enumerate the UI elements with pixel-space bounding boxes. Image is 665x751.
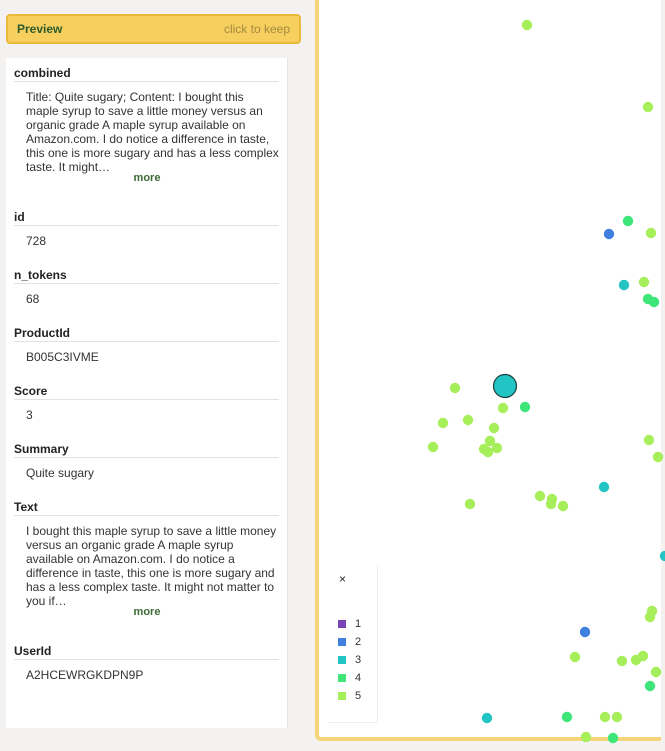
scatter-point[interactable] <box>570 652 580 662</box>
field-label: UserId <box>14 642 279 660</box>
field-label: Summary <box>14 440 279 458</box>
field-summary <box>14 440 279 480</box>
field-value: Quite sugary <box>26 466 95 480</box>
scatter-point[interactable] <box>483 447 493 457</box>
scatter-point[interactable] <box>498 403 508 413</box>
legend-label: 3 <box>355 654 362 666</box>
scatter-point[interactable] <box>619 280 629 290</box>
legend-swatch <box>338 620 346 628</box>
legend-entry-1[interactable] <box>338 617 361 631</box>
field-combined <box>14 64 279 174</box>
preview-bar[interactable] <box>6 14 301 44</box>
field-value: B005C3IVME <box>26 350 99 364</box>
legend-label: 5 <box>355 690 362 702</box>
scatter-point[interactable] <box>608 733 618 743</box>
scatter-point[interactable] <box>649 297 659 307</box>
scatter-point[interactable] <box>643 102 653 112</box>
field-value: 68 <box>26 292 40 306</box>
field-value: 728 <box>26 234 47 248</box>
field-value: Title: Quite sugary; Content: I bought this maple syrup to save a little money versus an organic grade A maple syrup available on Amazon.com. I do notice a difference in taste, this one is more sugary and has a less complex taste. It might… <box>26 90 279 174</box>
legend <box>329 566 378 723</box>
legend-label: 4 <box>355 672 362 684</box>
scatter-point[interactable] <box>660 551 665 561</box>
scatter-point[interactable] <box>482 713 492 723</box>
field-value: A2HCEWRGKDPN9P <box>26 668 144 682</box>
scatter-point[interactable] <box>558 501 568 511</box>
record-details-panel <box>6 58 288 728</box>
legend-swatch <box>338 638 346 646</box>
scatter-point[interactable] <box>604 229 614 239</box>
scatter-point[interactable] <box>580 627 590 637</box>
field-label: combined <box>14 64 279 82</box>
legend-entry-4[interactable] <box>338 671 361 685</box>
field-label: n_tokens <box>14 266 279 284</box>
legend-entry-2[interactable] <box>338 635 361 649</box>
field-n-tokens <box>14 266 279 306</box>
field-value: I bought this maple syrup to save a little money versus an organic grade A maple syrup available on Amazon.com. I do notice a difference in taste, this one is more sugary and has a less complex taste. It might not matter to you if… <box>26 524 277 608</box>
scatter-point[interactable] <box>428 442 438 452</box>
scatter-point[interactable] <box>492 443 502 453</box>
field-label: Score <box>14 382 279 400</box>
field-productid <box>14 324 279 364</box>
text-more-button[interactable]: more <box>133 606 161 618</box>
field-label: ProductId <box>14 324 279 342</box>
click-to-keep-hint[interactable]: click to keep <box>223 22 290 36</box>
field-label: Text <box>14 498 279 516</box>
scatter-point[interactable] <box>438 418 448 428</box>
scatter-point[interactable] <box>617 656 627 666</box>
scatter-point[interactable] <box>651 667 661 677</box>
scatter-point[interactable] <box>653 452 663 462</box>
legend-swatch <box>338 656 346 664</box>
scatter-point[interactable] <box>562 712 572 722</box>
scatter-point[interactable] <box>639 277 649 287</box>
scatter-point[interactable] <box>646 228 656 238</box>
embedding-scatter-plot[interactable] <box>315 0 661 741</box>
legend-close-icon[interactable]: × <box>339 572 347 586</box>
scatter-point[interactable] <box>638 651 648 661</box>
legend-swatch <box>338 692 346 700</box>
scatter-point[interactable] <box>645 612 655 622</box>
scatter-point[interactable] <box>465 499 475 509</box>
field-userid <box>14 642 279 682</box>
scatter-point[interactable] <box>581 732 591 742</box>
scatter-point[interactable] <box>520 402 530 412</box>
scatter-point[interactable] <box>522 20 532 30</box>
legend-swatch <box>338 674 346 682</box>
field-text <box>14 498 279 608</box>
legend-label: 1 <box>355 618 362 630</box>
scatter-point[interactable] <box>644 435 654 445</box>
field-value: 3 <box>26 408 33 422</box>
combined-more-button[interactable]: more <box>133 172 161 184</box>
scatter-point[interactable] <box>450 383 460 393</box>
scatter-point[interactable] <box>599 482 609 492</box>
preview-title: Preview <box>17 22 63 36</box>
legend-entry-5[interactable] <box>338 689 361 703</box>
scatter-point[interactable] <box>600 712 610 722</box>
scatter-point[interactable] <box>535 491 545 501</box>
scatter-point[interactable] <box>623 216 633 226</box>
details-sidebar <box>0 0 307 751</box>
scatter-point[interactable] <box>546 499 556 509</box>
scatter-point[interactable] <box>463 415 473 425</box>
scatter-point[interactable] <box>612 712 622 722</box>
legend-entry-3[interactable] <box>338 653 361 667</box>
field-label: id <box>14 208 279 226</box>
scatter-point[interactable] <box>489 423 499 433</box>
legend-label: 2 <box>355 636 362 648</box>
selected-point[interactable] <box>494 375 517 398</box>
field-score <box>14 382 279 422</box>
scatter-point[interactable] <box>645 681 655 691</box>
field-id <box>14 208 279 248</box>
